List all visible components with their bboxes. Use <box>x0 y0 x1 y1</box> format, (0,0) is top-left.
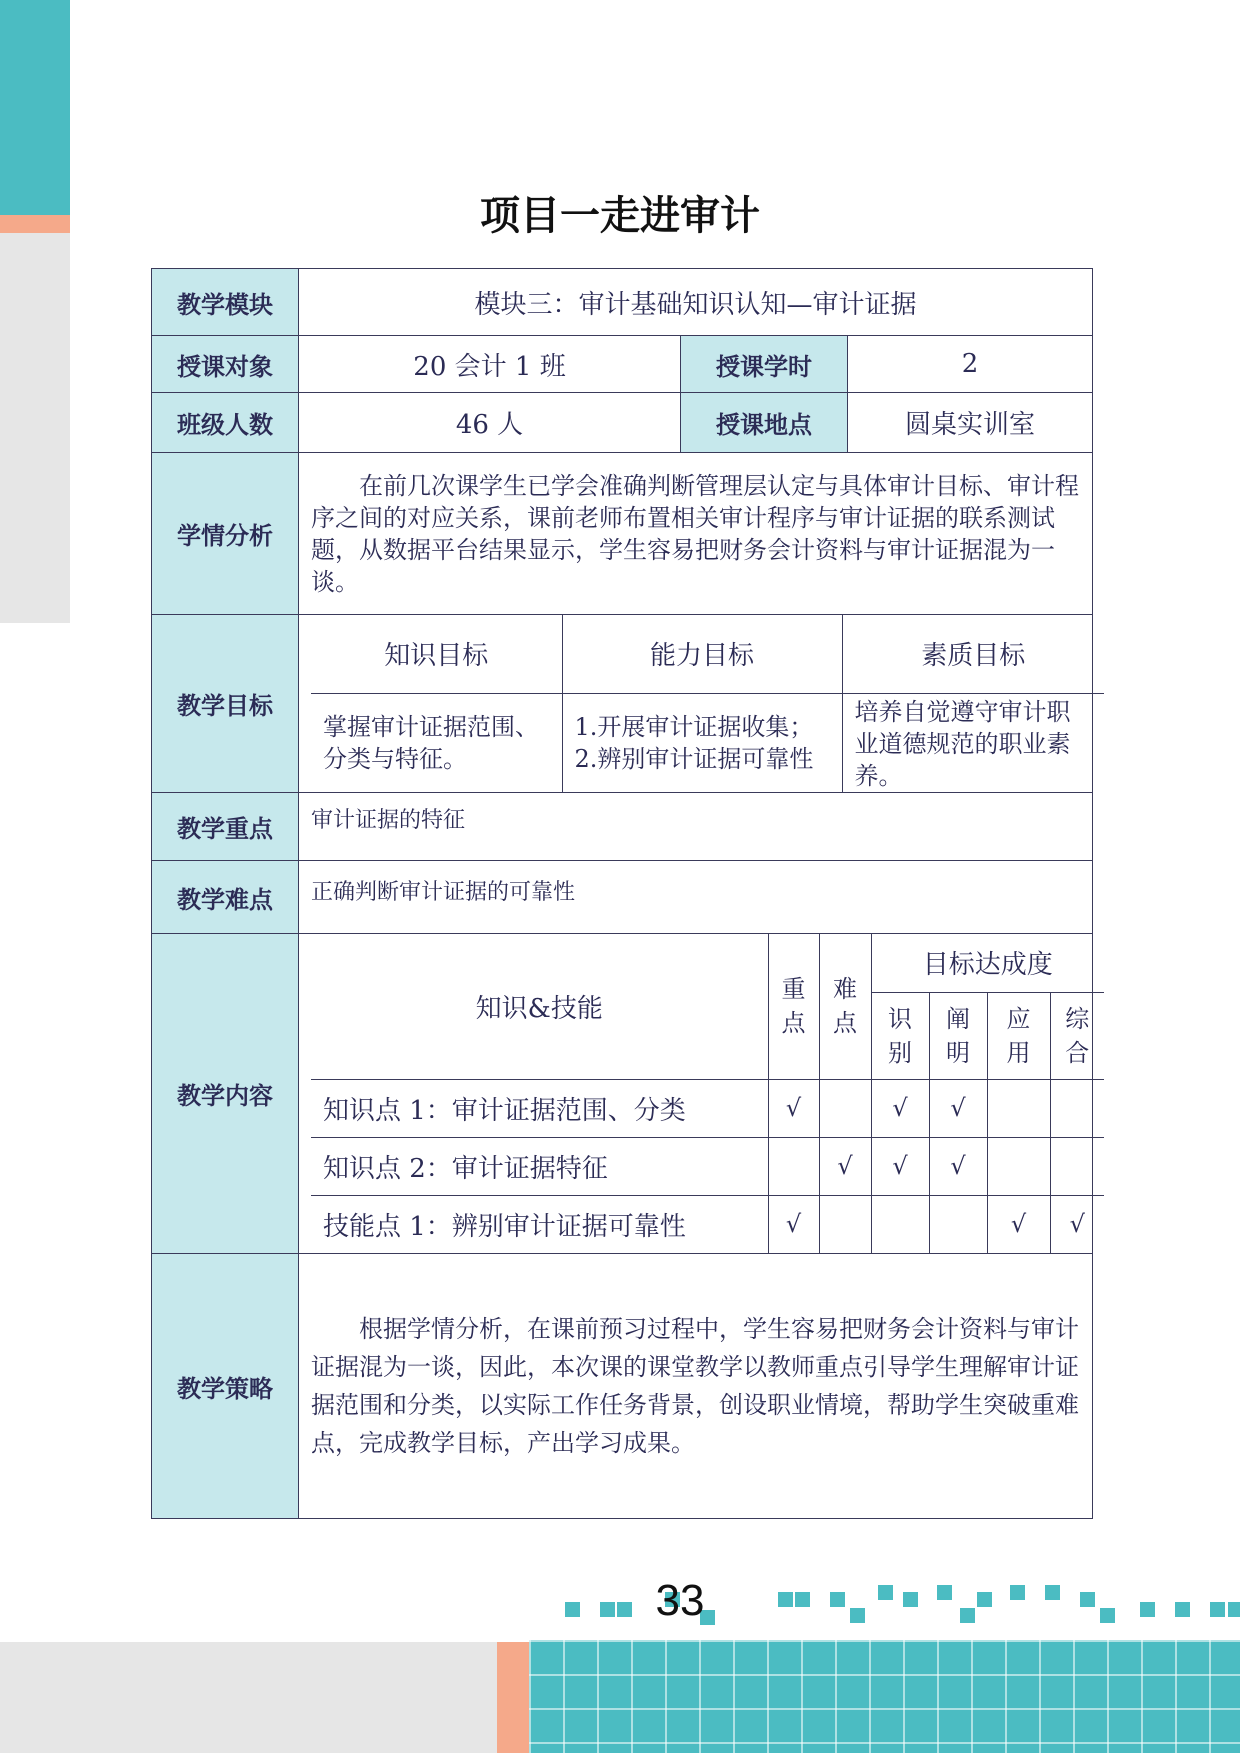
knowledge-skill-header: 知识&技能 <box>311 934 768 1079</box>
apply-check: √ <box>987 1195 1050 1253</box>
pixel-square <box>903 1592 918 1607</box>
pixel-square <box>1010 1585 1025 1600</box>
knowledge-objective-text: 掌握审计证据范围、分类与特征。 <box>311 693 562 792</box>
difficult-point-header <box>819 934 871 1079</box>
content-row-3 <box>311 1195 1104 1253</box>
objectives-subtable <box>311 615 1104 792</box>
left-gray-bar <box>0 233 70 623</box>
identify-check: √ <box>871 1137 929 1195</box>
pixel-square <box>1100 1608 1115 1623</box>
row-analysis <box>152 453 1093 615</box>
apply-char-2: 用 <box>1006 1038 1031 1067</box>
lesson-plan-table <box>151 268 1093 1519</box>
pixel-square <box>878 1585 893 1600</box>
objectives-cell <box>299 615 1093 793</box>
difficulty-label: 教学难点 <box>152 861 299 934</box>
quality-objective-header: 素质目标 <box>842 615 1104 693</box>
goal-explain-header <box>929 992 987 1079</box>
location-value: 圆桌实训室 <box>848 393 1093 453</box>
row-class-size <box>152 393 1093 453</box>
key-check: √ <box>768 1195 819 1253</box>
analysis-label: 学情分析 <box>152 453 299 615</box>
content-row-2 <box>311 1137 1104 1195</box>
hard-check: √ <box>819 1137 871 1195</box>
pixel-square <box>1080 1592 1095 1607</box>
integrate-check <box>1050 1079 1104 1137</box>
row-difficulty <box>152 861 1093 934</box>
row-audience <box>152 336 1093 393</box>
ability-objective-header: 能力目标 <box>562 615 842 693</box>
explain-check: √ <box>929 1137 987 1195</box>
strategy-text: 根据学情分析，在课前预习过程中，学生容易把财务会计资料与审计证据混为一谈，因此，本次课的课堂教学以教师重点引导学生理解审计证据范围和分类，以实际工作任务背景，创设职业情境，帮助学生突破重难点，完成教学目标，产出学习成果。 <box>299 1254 1093 1519</box>
analysis-text: 在前几次课学生已学会准确判断管理层认定与具体审计目标、审计程序之间的对应关系，课前老师布置相关审计程序与审计证据的联系测试题，从数据平台结果显示，学生容易把财务会计资料与审计证据混为一谈。 <box>299 453 1093 615</box>
hours-label: 授课学时 <box>681 336 848 393</box>
integrate-char-2: 合 <box>1065 1038 1090 1067</box>
identify-check <box>871 1195 929 1253</box>
class-size-value: 46 人 <box>299 393 681 453</box>
apply-check <box>987 1137 1050 1195</box>
goal-achievement-header: 目标达成度 <box>871 934 1104 992</box>
content-row-name: 技能点 1：辨别审计证据可靠性 <box>311 1195 768 1253</box>
pixel-square <box>778 1592 793 1607</box>
row-module <box>152 269 1093 336</box>
pixel-square <box>850 1608 865 1623</box>
row-objectives <box>152 615 1093 793</box>
pixel-square <box>960 1608 975 1623</box>
content-header-row-1 <box>311 934 1104 992</box>
key-header-char-2: 点 <box>781 1009 806 1038</box>
bottom-gray-band <box>0 1642 500 1753</box>
pixel-square <box>1228 1602 1240 1617</box>
pixel-square <box>977 1592 992 1607</box>
pixel-square <box>830 1592 845 1607</box>
apply-check <box>987 1079 1050 1137</box>
quality-objective-text: 培养自觉遵守审计职业道德规范的职业素养。 <box>842 693 1104 792</box>
pixel-square <box>600 1602 615 1617</box>
key-check <box>768 1137 819 1195</box>
hard-check <box>819 1195 871 1253</box>
pixel-square <box>1175 1602 1190 1617</box>
pixel-square <box>1045 1585 1060 1600</box>
identify-check: √ <box>871 1079 929 1137</box>
identify-char-1: 识 <box>888 1004 912 1033</box>
key-header-char-1: 重 <box>781 975 806 1004</box>
pixel-square <box>937 1585 952 1600</box>
content-row-1 <box>311 1079 1104 1137</box>
knowledge-objective-header: 知识目标 <box>311 615 562 693</box>
hard-header-char-1: 难 <box>833 975 857 1004</box>
row-focus <box>152 793 1093 861</box>
page-title: 项目一走进审计 <box>480 193 760 239</box>
content-row-name: 知识点 2：审计证据特征 <box>311 1137 768 1195</box>
goal-apply-header <box>987 992 1050 1079</box>
hours-value: 2 <box>848 336 1093 393</box>
integrate-check <box>1050 1137 1104 1195</box>
goal-identify-header <box>871 992 929 1079</box>
content-subtable <box>311 934 1104 1253</box>
content-cell <box>299 934 1093 1254</box>
apply-char-1: 应 <box>1006 1004 1031 1033</box>
key-check: √ <box>768 1079 819 1137</box>
focus-value: 审计证据的特征 <box>299 793 1093 861</box>
module-value: 模块三：审计基础知识认知—审计证据 <box>299 269 1093 336</box>
objectives-body-row <box>311 693 1104 792</box>
audience-label: 授课对象 <box>152 336 299 393</box>
class-size-label: 班级人数 <box>152 393 299 453</box>
key-point-header <box>768 934 819 1079</box>
integrate-check: √ <box>1050 1195 1104 1253</box>
explain-char-1: 阐 <box>946 1004 970 1033</box>
bottom-grid-pattern <box>529 1640 1240 1753</box>
objectives-label: 教学目标 <box>152 615 299 793</box>
bottom-orange-band <box>497 1642 529 1753</box>
content-row-name: 知识点 1：审计证据范围、分类 <box>311 1079 768 1137</box>
module-label: 教学模块 <box>152 269 299 336</box>
location-label: 授课地点 <box>681 393 848 453</box>
hard-header-char-2: 点 <box>833 1009 857 1038</box>
row-strategy <box>152 1254 1093 1519</box>
audience-value: 20 会计 1 班 <box>299 336 681 393</box>
pixel-square <box>1140 1602 1155 1617</box>
identify-char-2: 别 <box>888 1038 912 1067</box>
goal-integrate-header <box>1050 992 1104 1079</box>
left-teal-bar <box>0 0 70 215</box>
objectives-header-row <box>311 615 1104 693</box>
explain-check: √ <box>929 1079 987 1137</box>
explain-char-2: 明 <box>946 1038 970 1067</box>
row-content <box>152 934 1093 1254</box>
integrate-char-1: 综 <box>1065 1004 1090 1033</box>
content-label: 教学内容 <box>152 934 299 1254</box>
focus-label: 教学重点 <box>152 793 299 861</box>
hard-check <box>819 1079 871 1137</box>
explain-check <box>929 1195 987 1253</box>
pixel-square <box>795 1592 810 1607</box>
ability-objective-1: 1.开展审计证据收集； <box>574 712 814 741</box>
pixel-square <box>565 1602 580 1617</box>
pixel-square <box>1210 1602 1225 1617</box>
difficulty-value: 正确判断审计证据的可靠性 <box>299 861 1093 934</box>
strategy-label: 教学策略 <box>152 1254 299 1519</box>
ability-objective-2: 2.辨别审计证据可靠性 <box>574 744 814 773</box>
page-number: 33 <box>655 1576 705 1625</box>
ability-objective-text <box>562 693 842 792</box>
